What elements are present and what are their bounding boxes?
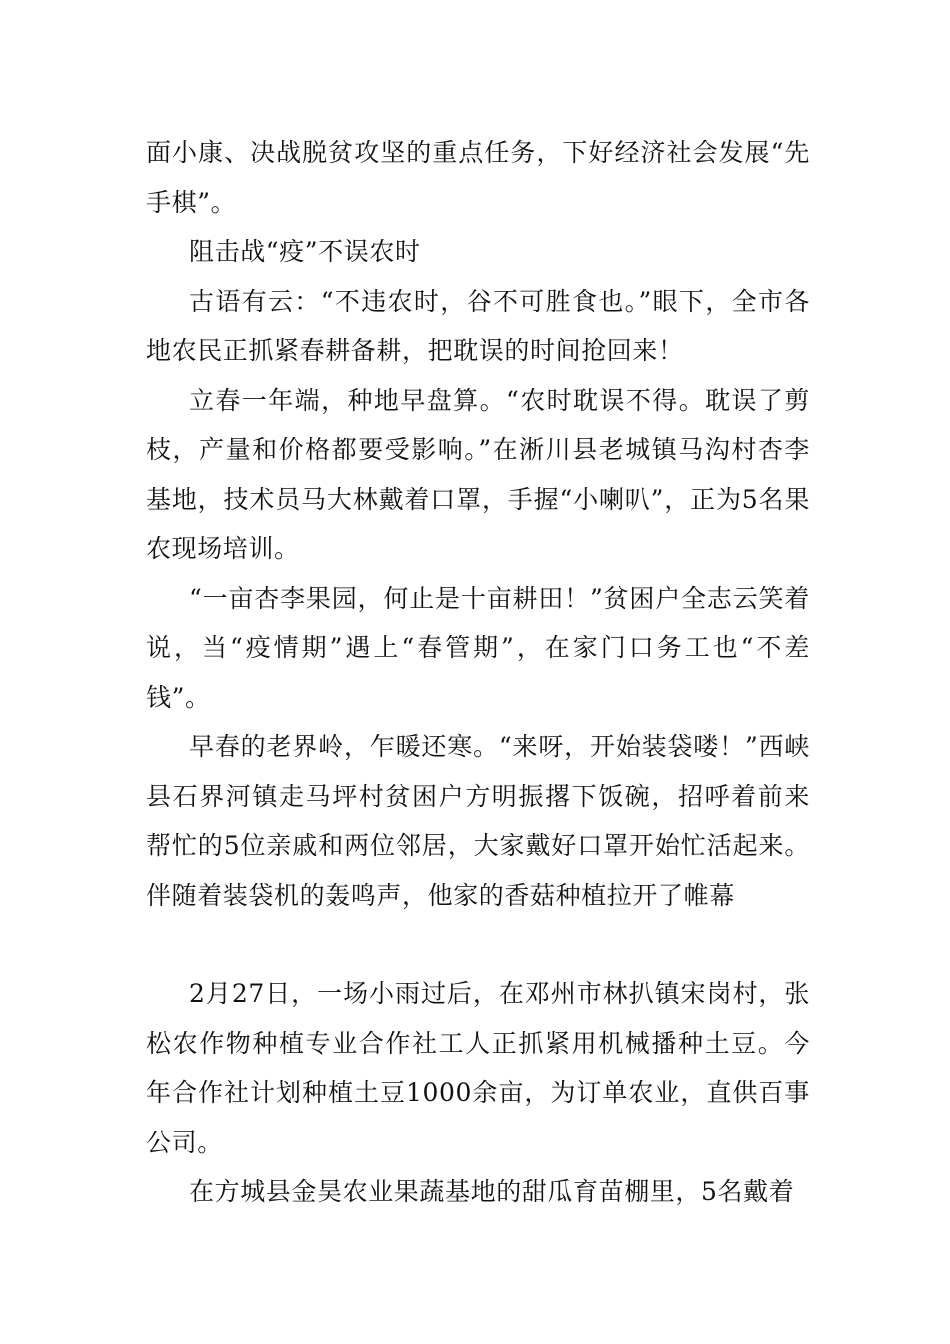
paragraph-5: “一亩杏李果园，何止是十亩耕田！”贫困户全志云笑着说，当“疫情期”遇上“春管期”，在家门口务工也“不差钱”。: [146, 583, 810, 712]
paragraph-7: 2月27日，一场小雨过后，在邓州市林扒镇宋岗村，张松农作物种植专业合作社工人正抓紧用机械播种土豆。今年合作社计划种植土豆1000余亩，为订单农业，直供百事公司。: [146, 979, 810, 1157]
section-heading: 阻击战“疫”不误农时: [189, 237, 421, 266]
paragraph-6: 早春的老界岭，乍暖还寒。“来呀，开始装袋喽！”西峡县石界河镇走马坪村贫困户方明振撂下饭碗，招呼着前来帮忙的5位亲戚和两位邻居，大家戴好口罩开始忙活起来。伴随着装袋机的轰鸣声，他家的香菇种植拉开了帷幕: [146, 732, 810, 910]
paragraph-1: 面小康、决战脱贫攻坚的重点任务，下好经济社会发展“先手棋”。: [146, 138, 810, 217]
paragraph-4: 立春一年端，种地早盘算。“农时耽误不得。耽误了剪枝，产量和价格都要受影响。”在淅川县老城镇马沟村杏李基地，技术员马大林戴着口罩，手握“小喇叭”，正为5名果农现场培训。: [146, 385, 810, 563]
blank-line: [146, 920, 810, 969]
paragraph-8: 在方城县金昊农业果蔬基地的甜瓜育苗棚里，5名戴着: [189, 1177, 795, 1206]
paragraph-3: 古语有云：“不违农时，谷不可胜食也。”眼下，全市各地农民正抓紧春耕备耕，把耽误的时间抢回来！: [146, 286, 810, 365]
document-body: [146, 128, 810, 1217]
